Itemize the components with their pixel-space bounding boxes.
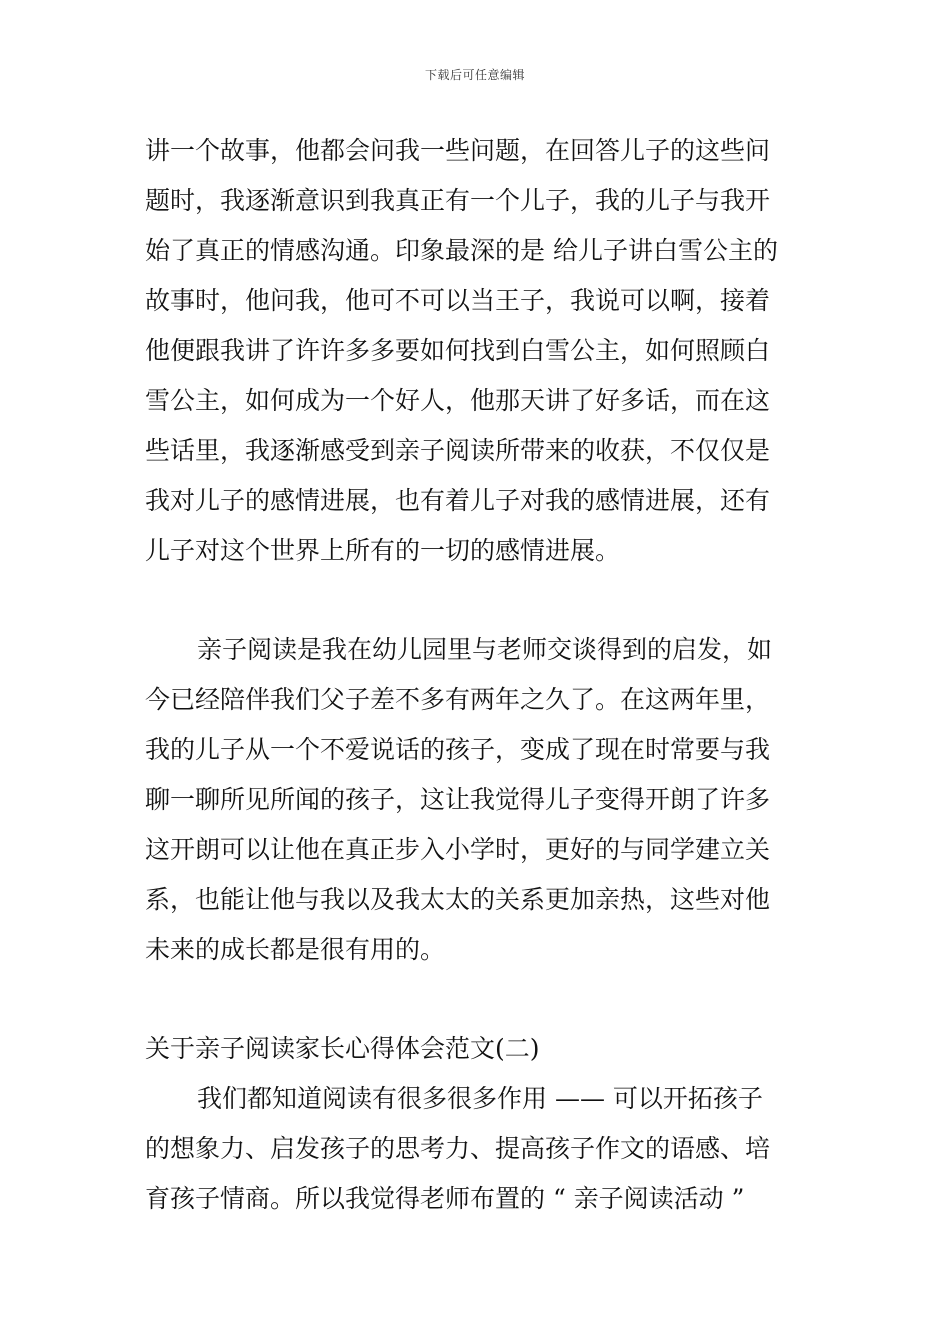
paragraph-line: 他便跟我讲了许许多多要如何找到白雪公主，如何照顾白 [145, 336, 771, 365]
paragraph-line: 我的儿子从一个不爱说话的孩子，变成了现在时常要与我 [145, 735, 771, 764]
paragraph-line: 聊一聊所见所闻的孩子，这让我觉得儿子变得开朗了许多 [145, 785, 771, 814]
paragraph-line: 系，也能让他与我以及我太太的关系更加亲热，这些对他 [145, 885, 771, 914]
paragraph-line: 的想象力、启发孩子的思考力、提高孩子作文的语感、培 [145, 1134, 771, 1163]
paragraph-line: 我们都知道阅读有很多很多作用 —— 可以开拓孩子 [197, 1084, 763, 1113]
header-note: 下载后可任意编辑 [424, 68, 525, 82]
paragraph-line: 讲一个故事，他都会问我一些问题，在回答儿子的这些问 [145, 136, 771, 165]
paragraph-line: 题时，我逐渐意识到我真正有一个儿子，我的儿子与我开 [145, 186, 771, 215]
section-heading: 关于亲子阅读家长心得体会范文(二) [145, 1034, 540, 1063]
paragraph-2 [145, 625, 810, 975]
paragraph-line: 今已经陪伴我们父子差不多有两年之久了。在这两年里， [145, 685, 771, 714]
section-2 [145, 1024, 810, 1224]
paragraph-line: 未来的成长都是很有用的。 [145, 935, 446, 964]
paragraph-line: 这开朗可以让他在真正步入小学时，更好的与同学建立关 [145, 835, 771, 864]
paragraph-line: 雪公主，如何成为一个好人，他那天讲了好多话，而在这 [145, 386, 771, 415]
paragraph-line: 我对儿子的感情进展，也有着儿子对我的感情进展，还有 [145, 486, 771, 515]
paragraph-line: 儿子对这个世界上所有的一切的感情进展。 [145, 536, 621, 565]
paragraph-1 [145, 126, 810, 576]
paragraph-line: 些话里，我逐渐感受到亲子阅读所带来的收获，不仅仅是 [145, 436, 771, 465]
paragraph-line: 育孩子情商。所以我觉得老师布置的 “ 亲子阅读活动 ” [145, 1184, 745, 1213]
paragraph-line: 故事时，他问我，他可不可以当王子，我说可以啊，接着 [145, 286, 771, 315]
paragraph-line: 亲子阅读是我在幼儿园里与老师交谈得到的启发，如 [197, 635, 773, 664]
paragraph-line: 始了真正的情感沟通。印象最深的是 给儿子讲白雪公主的 [145, 236, 778, 265]
